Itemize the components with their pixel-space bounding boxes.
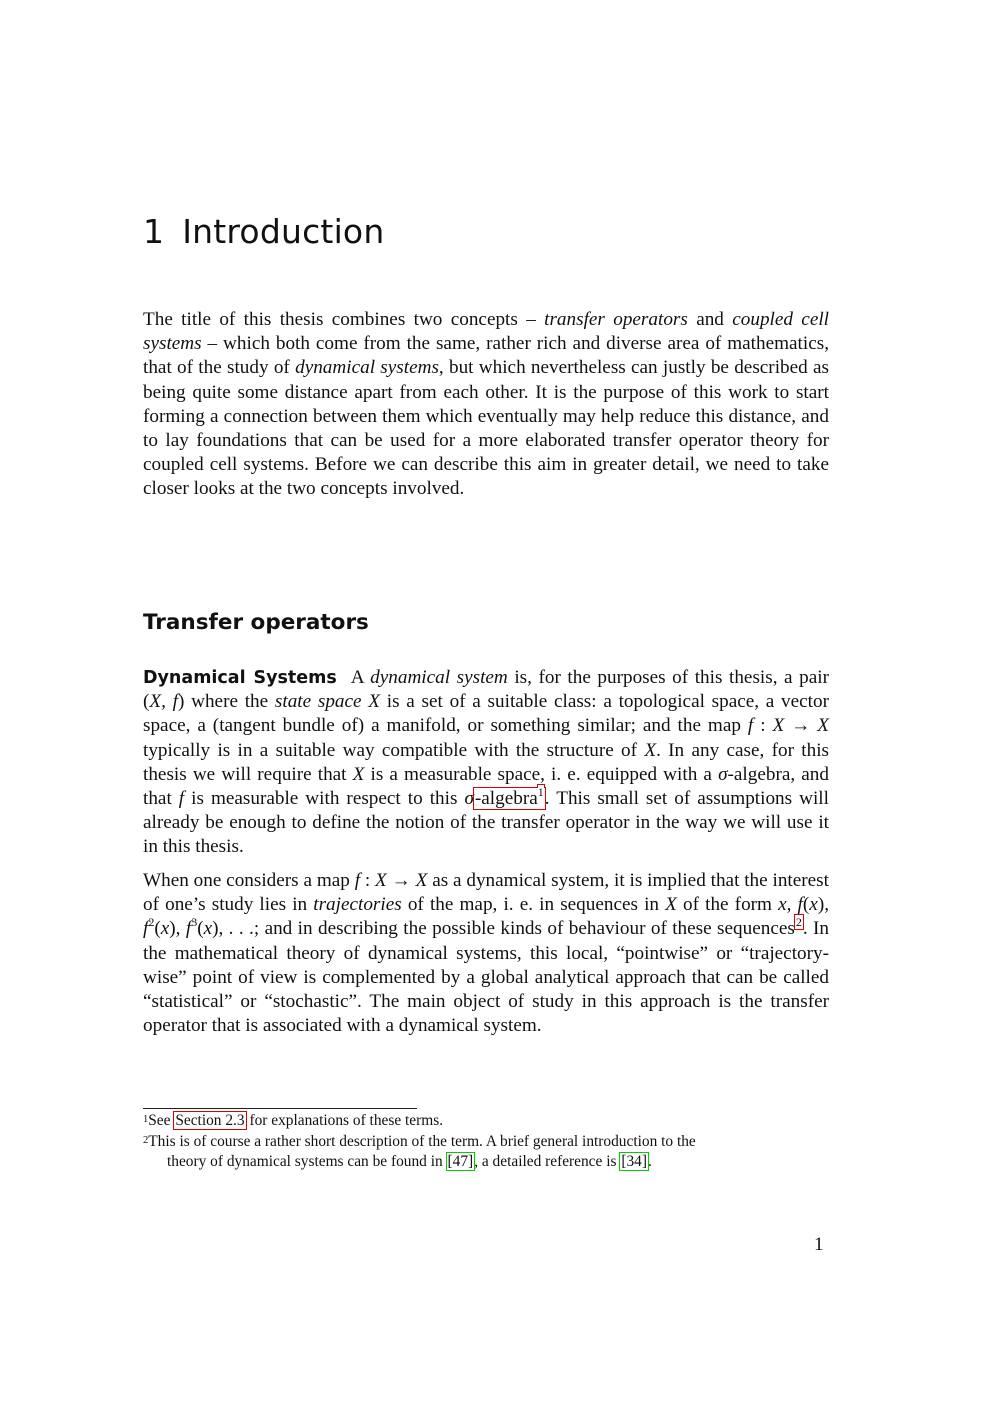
emphasis: trajectories bbox=[313, 894, 402, 916]
footnote-2-continued bbox=[143, 1152, 829, 1173]
text-span: is a measurable space, i. e. equipped with a bbox=[364, 763, 719, 785]
math: x bbox=[809, 894, 818, 916]
emphasis: coupled cell systems bbox=[143, 309, 830, 355]
footnote-2 bbox=[143, 1132, 829, 1153]
text-span: → bbox=[784, 715, 818, 737]
citation-link-47[interactable]: [47] bbox=[447, 1153, 474, 1170]
chapter-number: 1 bbox=[143, 212, 165, 251]
text-span: ( bbox=[802, 894, 810, 916]
math: X bbox=[415, 870, 428, 891]
text-span: , a detailed reference is bbox=[474, 1153, 621, 1170]
text-span: , but which nevertheless can justly be described as being quite some distance apart from each other. It is the purpose of this work to start forming a connection between them which eventually may help reduce this distance, and to lay foundations that can be used for a more elaborated transfer operator theory for coupled cell systems. Before we can describe this aim in greater detail, we need to take closer looks at the two concepts involved. bbox=[143, 357, 829, 500]
chapter-heading bbox=[143, 212, 384, 251]
footnote-mark: 1 bbox=[143, 1114, 149, 1125]
text-span: of the map, i. e. in sequences in bbox=[401, 894, 666, 916]
text-span: is, for the purposes of this thesis, a pair ( bbox=[143, 667, 829, 713]
text-span: The title of this thesis combines two concepts – bbox=[143, 309, 545, 330]
text-span: ), bbox=[169, 918, 186, 940]
text-span: is measurable with respect to this bbox=[184, 788, 465, 810]
text-span: theory of dynamical systems can be found in bbox=[167, 1153, 447, 1170]
math: X bbox=[375, 870, 387, 891]
dynamical-systems-paragraph bbox=[143, 666, 829, 860]
math: f bbox=[747, 715, 754, 737]
superscript: 2 bbox=[148, 915, 155, 930]
text-span: -algebra, and that bbox=[143, 763, 829, 810]
page-number: 1 bbox=[814, 1234, 824, 1255]
text-span: as a dynamical system, it is implied that the interest of one’s study lies in bbox=[143, 870, 829, 916]
math: f bbox=[354, 870, 361, 891]
math: X bbox=[352, 763, 365, 785]
superscript: 3 bbox=[191, 915, 198, 930]
math: σ bbox=[718, 763, 728, 785]
math: X bbox=[817, 715, 830, 737]
text-span: : bbox=[753, 715, 773, 737]
math: x bbox=[203, 918, 213, 940]
section-link[interactable]: Section 2.3 bbox=[175, 1112, 245, 1129]
footnote-ref-1[interactable] bbox=[474, 784, 545, 810]
section-heading: Transfer operators bbox=[143, 610, 369, 635]
math: X bbox=[368, 691, 381, 713]
text-span: A bbox=[350, 667, 371, 688]
text-span: – which both come from the same, rather rich and diverse area of mathematics, that of the study of bbox=[143, 333, 829, 379]
text-span: and bbox=[687, 309, 733, 330]
paragraph-heading: Dynamical Systems bbox=[143, 668, 337, 688]
emphasis: transfer operators bbox=[544, 309, 688, 330]
citation-link-34[interactable]: [34] bbox=[621, 1153, 647, 1170]
text-span: typically is in a suitable way compatible with the structure of bbox=[143, 739, 645, 761]
footnotes bbox=[143, 1111, 829, 1173]
text-span: . bbox=[647, 1153, 652, 1170]
emphasis: state space bbox=[274, 691, 362, 713]
footnote-1 bbox=[143, 1111, 829, 1132]
text-span: for explanations of these terms. bbox=[249, 1112, 444, 1129]
text-span: ), . . .; and in describing the possible kinds of behaviour of these sequences bbox=[212, 918, 795, 940]
text-span: ( bbox=[197, 918, 204, 940]
math: x bbox=[160, 918, 170, 940]
trajectories-paragraph bbox=[143, 869, 829, 1038]
math: f bbox=[143, 918, 149, 940]
chapter-title: Introduction bbox=[182, 212, 385, 251]
math: X bbox=[772, 715, 785, 737]
math: x, f bbox=[778, 894, 803, 916]
text-span: When one considers a map bbox=[143, 870, 355, 891]
text-span: of the form bbox=[676, 894, 779, 916]
intro-paragraph bbox=[143, 308, 829, 502]
text-span: is a set of a suitable class: a topological space, a vector space, a (tangent bundle of) a manifold, or something similar; and the map bbox=[143, 691, 829, 737]
text-span: . In the mathematical theory of dynamical systems, this local, “pointwise” or “trajectory-wise” point of view is complemented by a global analytical approach that can be called “statistical” or “stochastic”. The main object of study in this approach is the transfer operator that is associated with a dynamical system. bbox=[143, 918, 829, 1037]
text-span: . In any case, for this thesis we will require that bbox=[143, 739, 829, 785]
text-span: See bbox=[148, 1112, 175, 1129]
math: X, f bbox=[149, 691, 178, 713]
footnote-mark: 1 bbox=[537, 784, 544, 799]
emphasis: dynamical systems bbox=[295, 357, 439, 379]
math: f bbox=[185, 918, 192, 940]
math: X bbox=[665, 894, 677, 916]
text-span: : bbox=[360, 870, 376, 891]
math: σ bbox=[464, 788, 474, 810]
text-span: -algebra bbox=[474, 788, 538, 810]
footnote-ref-2[interactable]: 2 bbox=[795, 915, 802, 930]
text-span: ( bbox=[154, 918, 161, 940]
text-span: This is of course a rather short description of the term. A brief general introduction to the bbox=[148, 1132, 696, 1150]
text-span: → bbox=[386, 870, 416, 891]
math: X bbox=[644, 739, 657, 761]
text-span: . This small set of assumptions will already be enough to define the notion of the transfer operator in the way we will use it in this thesis. bbox=[143, 788, 829, 858]
text-span: ), bbox=[817, 894, 829, 916]
text-span: ) where the bbox=[177, 691, 275, 713]
math: f bbox=[178, 788, 185, 810]
emphasis: dynamical system bbox=[370, 667, 508, 688]
footnote-rule bbox=[143, 1108, 417, 1109]
footnote-mark: 2 bbox=[143, 1134, 149, 1146]
